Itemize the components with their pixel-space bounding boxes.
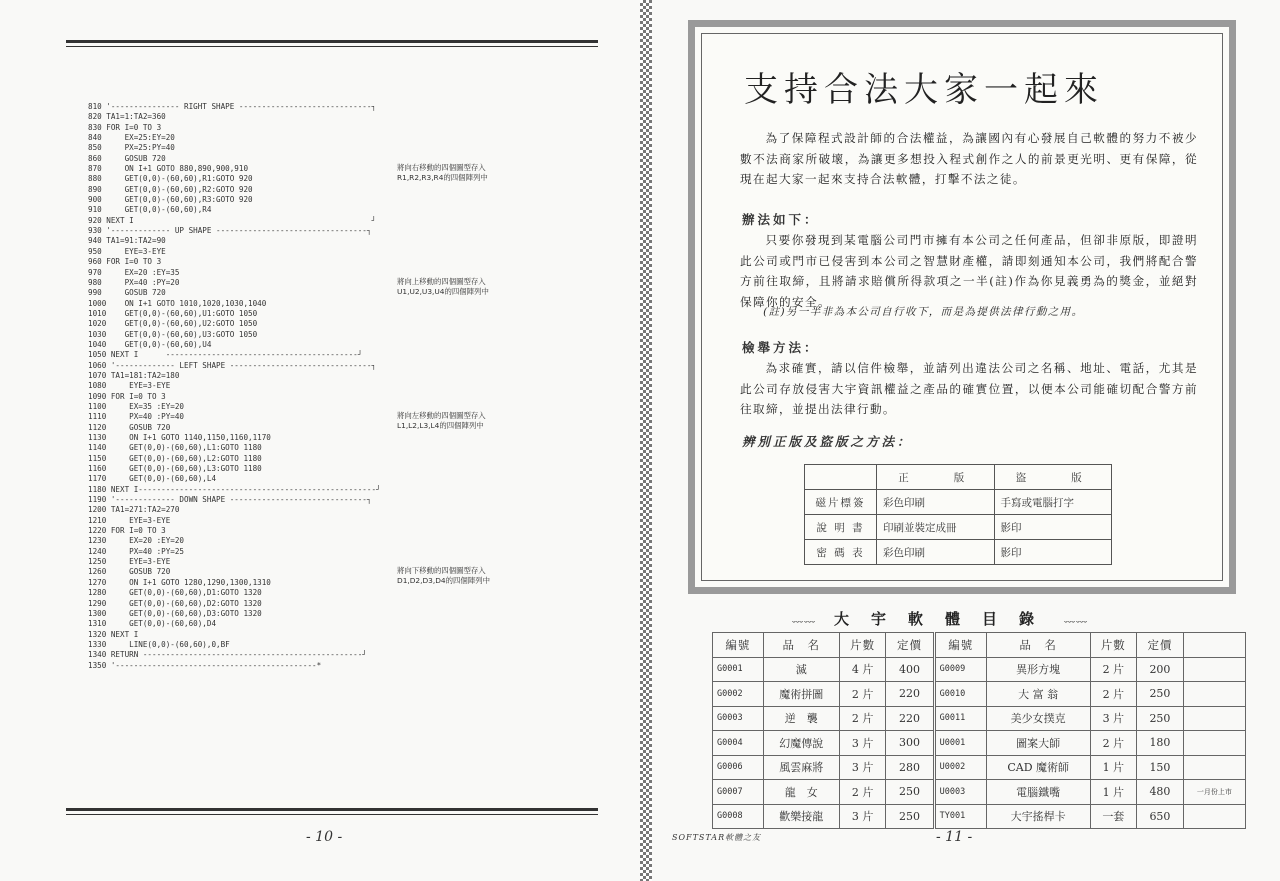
product-disks: 4 片 [839, 657, 886, 682]
product-price: 220 [886, 706, 934, 731]
product-disks: 2 片 [839, 682, 886, 707]
basic-code-listing [88, 102, 388, 671]
product-disks: 2 片 [839, 706, 886, 731]
notice-box [688, 20, 1236, 594]
catalog-row [713, 731, 1246, 756]
product-name: CAD 魔術師 [986, 755, 1090, 780]
catalog-row [713, 706, 1246, 731]
header-disks: 片數 [1090, 633, 1137, 658]
product-code: G0004 [713, 731, 764, 756]
product-code: G0009 [934, 657, 986, 682]
code-line: 1300 GET(0,0)-(60,60),D3:GOTO 1320 [88, 608, 262, 618]
code-line: 1060 '------------- LEFT SHAPE -------------------------------┐ [88, 360, 377, 370]
code-line: 940 TA1=91:TA2=90 [88, 236, 166, 246]
code-line: 1090 FOR I=0 TO 3 [88, 391, 166, 401]
code-line: 1050 NEXT I ------------------------------------------┘ [88, 350, 363, 360]
code-line: 1070 TA1=181:TA2=180 [88, 370, 180, 380]
product-price: 280 [886, 755, 934, 780]
note-line: D1,D2,D3,D4的四個陣列中 [397, 576, 490, 585]
product-note [1183, 731, 1245, 756]
catalog-row [713, 657, 1246, 682]
catalog-title: 大宇軟體目錄 [834, 610, 1057, 628]
product-disks: 3 片 [839, 804, 886, 829]
product-name: 電腦鐵嘴 [986, 780, 1090, 805]
header-disks: 片數 [839, 633, 886, 658]
header-note [1183, 633, 1245, 658]
note-line: 將向右移動的四個圖型存入 [397, 163, 486, 172]
code-line: 1040 GET(0,0)-(60,60),U4 [88, 339, 212, 349]
code-line: 1120 GOSUB 720 [88, 422, 171, 432]
note-line: 將向下移動的四個圖型存入 [397, 566, 486, 575]
product-name: 異形方塊 [986, 657, 1090, 682]
compare-row [805, 515, 1112, 540]
product-disks: 一套 [1090, 804, 1137, 829]
catalog-row [713, 804, 1246, 829]
product-code: TY001 [934, 804, 986, 829]
code-line: 1000 ON I+1 GOTO 1010,1020,1030,1040 [88, 298, 267, 308]
code-line: 900 GET(0,0)-(60,60),R3:GOTO 920 [88, 195, 253, 205]
compare-genuine: 印刷並裝定成冊 [877, 515, 995, 540]
product-price: 300 [886, 731, 934, 756]
ornament-right: ﹏﹏ [1064, 611, 1088, 624]
product-price: 200 [1137, 657, 1184, 682]
code-line: 930 '------------- UP SHAPE ---------------------------------┐ [88, 226, 372, 236]
code-line: 1320 NEXT I [88, 629, 139, 639]
note-down-shape [397, 566, 490, 586]
note-up-shape [397, 277, 489, 297]
header-name: 品 名 [986, 633, 1090, 658]
product-disks: 2 片 [839, 780, 886, 805]
product-price: 250 [886, 804, 934, 829]
header-price: 定價 [1137, 633, 1184, 658]
product-note [1183, 706, 1245, 731]
catalog-table [712, 632, 1246, 829]
product-disks: 2 片 [1090, 657, 1137, 682]
product-name: 圖案大師 [986, 731, 1090, 756]
code-line: 1290 GET(0,0)-(60,60),D2:GOTO 1320 [88, 598, 262, 608]
code-line: 960 FOR I=0 TO 3 [88, 257, 162, 267]
compare-header-row [805, 465, 1112, 490]
product-note [1183, 657, 1245, 682]
product-code: G0002 [713, 682, 764, 707]
method-note: (註)另一半非為本公司自行收下，而是為提供法律行動之用。 [763, 306, 1084, 318]
method-paragraph: 只要你發現到某電腦公司門市擁有本公司之任何產品，但卻非原版，即證明此公司或門市已侵害到本公司之智慧財產權，請即刻通知本公司，我們將配合警方前往取締，且將請求賠償所得款項之一半(註)作為你見義勇為的獎金，並絕對保障你的安全。 [740, 233, 1198, 309]
compare-col-genuine: 正 版 [877, 465, 995, 490]
code-line: 1100 EX=35 :EY=20 [88, 401, 185, 411]
intro-paragraph: 為了保障程式設計師的合法權益，為讓國內有心發展自己軟體的努力不被少數不法商家所破壞，為讓更多想投入程式創作之人的前景更光明、更有保障，從現在起大家一起來支持合法軟體，打擊不法之徒。 [740, 131, 1198, 186]
code-line: 1350 '--------------------------------------------* [88, 660, 322, 670]
code-line: 1030 GET(0,0)-(60,60),U3:GOTO 1050 [88, 329, 258, 339]
product-price: 250 [1137, 682, 1184, 707]
note-line: R1,R2,R3,R4的四個陣列中 [397, 173, 488, 182]
note-line: 將向上移動的四個圖型存入 [397, 277, 486, 286]
method-heading: 辦法如下： [742, 212, 820, 227]
code-line: 920 NEXT I ┘ [88, 215, 377, 225]
compare-label: 說 明 書 [805, 515, 877, 540]
product-price: 250 [1137, 706, 1184, 731]
compare-genuine: 彩色印刷 [877, 540, 995, 565]
product-price: 480 [1137, 780, 1184, 805]
product-note [1183, 682, 1245, 707]
product-name: 歡樂接龍 [763, 804, 839, 829]
product-price: 150 [1137, 755, 1184, 780]
identify-heading: 辨別正版及盜版之方法： [742, 434, 913, 449]
product-code: G0008 [713, 804, 764, 829]
compare-label: 密 碼 表 [805, 540, 877, 565]
product-code: U0003 [934, 780, 986, 805]
compare-row [805, 490, 1112, 515]
code-line: 860 GOSUB 720 [88, 153, 166, 163]
product-price: 250 [886, 780, 934, 805]
code-line: 1200 TA1=271:TA2=270 [88, 505, 180, 515]
compare-col-pirate: 盜 版 [994, 465, 1112, 490]
code-line: 950 EYE=3-EYE [88, 246, 166, 256]
code-line: 1160 GET(0,0)-(60,60),L3:GOTO 1180 [88, 464, 262, 474]
code-line: 1240 PX=40 :PY=25 [88, 546, 185, 556]
code-line: 1180 NEXT I----------------------------------------------------┘ [88, 484, 381, 494]
ornament-left: ﹏﹏ [792, 611, 816, 624]
header-name: 品 名 [763, 633, 839, 658]
header-code: 編號 [934, 633, 986, 658]
product-name: 美少女撲克 [986, 706, 1090, 731]
notice-title: 支持合法大家一起來 [744, 70, 1104, 110]
product-name: 逆 襲 [763, 706, 839, 731]
code-line: 890 GET(0,0)-(60,60),R2:GOTO 920 [88, 184, 253, 194]
compare-row [805, 540, 1112, 565]
product-price: 180 [1137, 731, 1184, 756]
header-code: 編號 [713, 633, 764, 658]
code-line: 1260 GOSUB 720 [88, 567, 171, 577]
product-name: 魔術拼圖 [763, 682, 839, 707]
product-name: 幻魔傳說 [763, 731, 839, 756]
code-line: 1250 EYE=3-EYE [88, 557, 171, 567]
code-line: 1220 FOR I=0 TO 3 [88, 526, 166, 536]
catalog-header-row [713, 633, 1246, 658]
product-price: 400 [886, 657, 934, 682]
code-line: 1110 PX=40 :PY=40 [88, 412, 185, 422]
product-price: 650 [1137, 804, 1184, 829]
report-heading: 檢舉方法： [742, 340, 820, 355]
product-name: 風雲麻將 [763, 755, 839, 780]
notice-inner-frame [701, 33, 1223, 581]
code-line: 1010 GET(0,0)-(60,60),U1:GOTO 1050 [88, 308, 258, 318]
product-code: G0006 [713, 755, 764, 780]
code-line: 870 ON I+1 GOTO 880,890,900,910 [88, 164, 249, 174]
product-price: 220 [886, 682, 934, 707]
compare-pirate: 影印 [994, 515, 1112, 540]
product-name: 大 富 翁 [986, 682, 1090, 707]
code-line: 990 GOSUB 720 [88, 288, 166, 298]
genuine-vs-pirate-table [804, 464, 1112, 565]
catalog-row [713, 682, 1246, 707]
code-line: 1140 GET(0,0)-(60,60),L1:GOTO 1180 [88, 443, 262, 453]
compare-genuine: 彩色印刷 [877, 490, 995, 515]
code-line: 840 EX=25:EY=20 [88, 133, 175, 143]
product-note [1183, 804, 1245, 829]
code-line: 1340 RETURN ------------------------------------------------┘ [88, 650, 367, 660]
book-spine [640, 0, 652, 881]
product-name: 大宇搖桿卡 [986, 804, 1090, 829]
code-line: 1020 GET(0,0)-(60,60),U2:GOTO 1050 [88, 319, 258, 329]
header-price: 定價 [886, 633, 934, 658]
product-disks: 1 片 [1090, 755, 1137, 780]
product-note [1183, 755, 1245, 780]
compare-corner [805, 465, 877, 490]
product-disks: 3 片 [1090, 706, 1137, 731]
page-number-right: - 11 - [936, 829, 973, 845]
code-line: 1280 GET(0,0)-(60,60),D1:GOTO 1320 [88, 588, 262, 598]
code-line: 1330 LINE(0,0)-(60,60),0,BF [88, 639, 230, 649]
note-line: U1,U2,U3,U4的四個陣列中 [397, 287, 489, 296]
code-line: 1150 GET(0,0)-(60,60),L2:GOTO 1180 [88, 453, 262, 463]
page-number-left: - 10 - [306, 829, 343, 845]
right-page [652, 0, 1280, 881]
footer-brand: SOFTSTAR軟體之友 [672, 833, 762, 842]
note-line: L1,L2,L3,L4的四個陣列中 [397, 421, 484, 430]
note-right-shape [397, 163, 488, 183]
code-line: 850 PX=25:PY=40 [88, 143, 175, 153]
report-paragraph: 為求確實，請以信件檢舉，並請列出違法公司之名稱、地址、電話，尤其是此公司存放侵害大宇資訊權益之產品的確實位置，以便本公司能確切配合警方前往取締，並提出法律行動。 [740, 361, 1198, 416]
product-disks: 3 片 [839, 731, 886, 756]
code-line: 880 GET(0,0)-(60,60),R1:GOTO 920 [88, 174, 253, 184]
product-disks: 3 片 [839, 755, 886, 780]
code-line: 1170 GET(0,0)-(60,60),L4 [88, 474, 217, 484]
code-line: 1130 ON I+1 GOTO 1140,1150,1160,1170 [88, 433, 271, 442]
product-code: G0010 [934, 682, 986, 707]
product-disks: 1 片 [1090, 780, 1137, 805]
product-code: G0011 [934, 706, 986, 731]
code-line: 820 TA1=1:TA2=360 [88, 112, 166, 122]
code-line: 810 '--------------- RIGHT SHAPE -----------------------------┐ [88, 102, 377, 111]
compare-pirate: 手寫或電腦打字 [994, 490, 1112, 515]
note-left-shape [397, 411, 486, 431]
product-code: G0007 [713, 780, 764, 805]
compare-pirate: 影印 [994, 540, 1112, 565]
code-line: 830 FOR I=0 TO 3 [88, 122, 162, 132]
code-line: 1190 '------------- DOWN SHAPE ------------------------------┐ [88, 495, 372, 505]
catalog-row [713, 780, 1246, 805]
product-code: U0002 [934, 755, 986, 780]
code-line: 910 GET(0,0)-(60,60),R4 [88, 205, 212, 215]
top-rule [66, 40, 598, 47]
product-code: G0003 [713, 706, 764, 731]
product-name: 滅 [763, 657, 839, 682]
code-line: 1310 GET(0,0)-(60,60),D4 [88, 619, 217, 629]
code-line: 1080 EYE=3-EYE [88, 381, 171, 391]
product-name: 龍 女 [763, 780, 839, 805]
product-disks: 2 片 [1090, 682, 1137, 707]
product-code: U0001 [934, 731, 986, 756]
code-line: 970 EX=20 :EY=35 [88, 267, 180, 277]
code-line: 1210 EYE=3-EYE [88, 515, 171, 525]
product-note: 一月份上市 [1183, 780, 1245, 805]
catalog-row [713, 755, 1246, 780]
product-code: G0001 [713, 657, 764, 682]
code-line: 1230 EX=20 :EY=20 [88, 536, 185, 546]
code-line: 1270 ON I+1 GOTO 1280,1290,1300,1310 [88, 577, 271, 587]
compare-label: 磁片標簽 [805, 490, 877, 515]
note-line: 將向左移動的四個圖型存入 [397, 411, 486, 420]
bottom-rule [66, 808, 598, 815]
code-line: 980 PX=40 :PY=20 [88, 277, 180, 287]
product-disks: 2 片 [1090, 731, 1137, 756]
